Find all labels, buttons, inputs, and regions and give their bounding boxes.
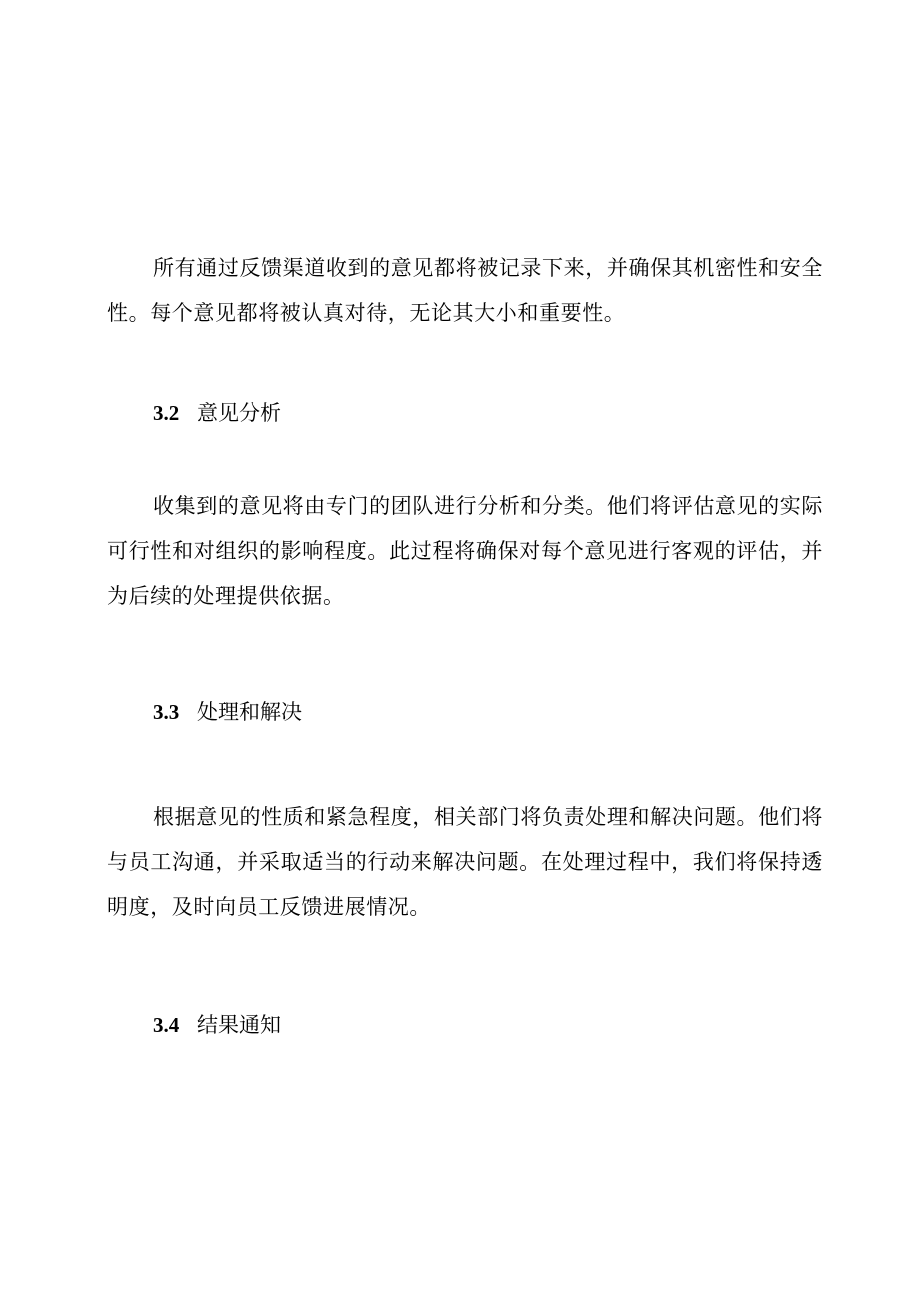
section-title: 意见分析 <box>197 401 281 425</box>
section-heading-3-2 <box>153 398 281 428</box>
section-heading-3-4 <box>153 1010 281 1040</box>
section-heading-3-3 <box>153 697 302 727</box>
paragraph-confidentiality: 所有通过反馈渠道收到的意见都将被记录下来，并确保其机密性和安全性。每个意见都将被认真对待，无论其大小和重要性。 <box>107 256 823 325</box>
paragraph-analysis: 收集到的意见将由专门的团队进行分析和分类。他们将评估意见的实际可行性和对组织的影响程度。此过程将确保对每个意见进行客观的评估，并为后续的处理提供依据。 <box>107 494 823 608</box>
section-title: 结果通知 <box>197 1013 281 1037</box>
section-number: 3.3 <box>153 700 180 724</box>
section-title: 处理和解决 <box>197 700 302 724</box>
paragraph-resolution: 根据意见的性质和紧急程度，相关部门将负责处理和解决问题。他们将与员工沟通，并采取适当的行动来解决问题。在处理过程中，我们将保持透明度，及时向员工反馈进展情况。 <box>107 805 823 919</box>
section-number: 3.2 <box>153 401 180 425</box>
section-number: 3.4 <box>153 1013 180 1037</box>
